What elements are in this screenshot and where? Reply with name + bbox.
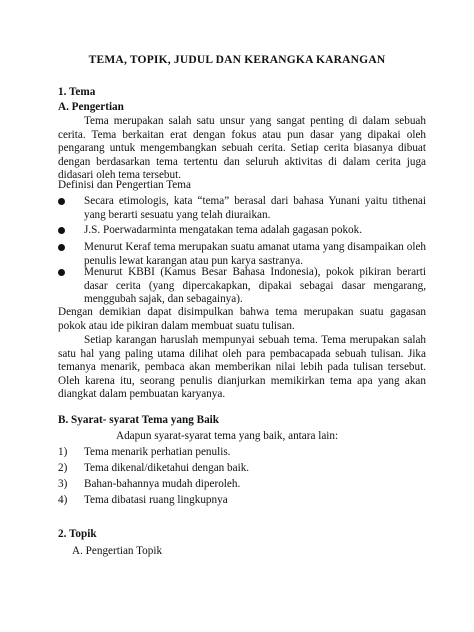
paragraph-tema-definition: Tema merupakan salah satu unsur yang sangat penting di dalam sebuah cerita. Tema berkaitan erat dengan fokus atau pun dasar yang dipakai oleh pengarang untuk mengembangkan sebuah cerita. Setiap cerita biasanya dibuat dengan berdasarkan tema tertentu dan seluruh aktivitas di dalam cerita juga didasari oleh tema tersebut. bbox=[58, 115, 426, 182]
bullet-icon bbox=[58, 198, 65, 205]
syarat-intro: Adapun syarat-syarat tema yang baik, antara lain: bbox=[116, 430, 339, 442]
list-item bbox=[58, 462, 249, 476]
bullet-icon bbox=[58, 269, 65, 276]
bullet-text: Secara etimologis, kata “tema” berasal dari bahasa Yunani yaitu tithenai yang berarti sesuatu yang telah diuraikan. bbox=[84, 195, 426, 221]
bullet-item bbox=[58, 241, 426, 268]
list-item bbox=[58, 478, 240, 492]
bullet-icon bbox=[58, 244, 65, 251]
list-number: 4) bbox=[58, 494, 68, 506]
bullet-text: J.S. Poerwadarminta mengatakan tema adalah gagasan pokok. bbox=[84, 224, 363, 236]
bullet-item bbox=[58, 195, 426, 222]
list-text: Tema dikenal/diketahui dengan baik. bbox=[84, 462, 250, 474]
list-item bbox=[58, 494, 228, 508]
list-number: 2) bbox=[58, 462, 68, 474]
list-text: Tema dibatasi ruang lingkupnya bbox=[84, 494, 228, 506]
section-heading-tema: 1. Tema bbox=[58, 86, 96, 98]
list-text: Tema menarik perhatian penulis. bbox=[84, 446, 231, 458]
definition-heading: Definisi dan Pengertian Tema bbox=[58, 179, 191, 191]
bullet-icon bbox=[58, 227, 65, 234]
subheading-pengertian-topik: A. Pengertian Topik bbox=[72, 545, 163, 557]
bullet-item bbox=[58, 224, 426, 238]
section-heading-topik: 2. Topik bbox=[58, 528, 97, 540]
list-number: 3) bbox=[58, 478, 68, 490]
document-title: TEMA, TOPIK, JUDUL DAN KERANGKA KARANGAN bbox=[88, 54, 386, 66]
subheading-syarat: B. Syarat- syarat Tema yang Baik bbox=[58, 414, 219, 426]
list-item bbox=[58, 446, 230, 460]
subheading-pengertian: A. Pengertian bbox=[58, 101, 124, 113]
bullet-item bbox=[58, 266, 426, 307]
paragraph-karangan: Setiap karangan haruslah mempunyai sebuah tema. Tema merupakan salah satu hal yang paling utama dilihat oleh para pembacapada sebuah tulisan. Jika temanya menarik, pembaca akan memberikan nilai lebih pada tulisan tersebut. Oleh karena itu, seorang penulis dianjurkan memikirkan tema apa yang akan diangkat dalam pembuatan karyanya. bbox=[58, 334, 426, 401]
paragraph-conclusion: Dengan demikian dapat disimpulkan bahwa tema merupakan suatu gagasan pokok atau ide pikiran dalam membuat suatu tulisan. bbox=[58, 306, 426, 332]
bullet-text: Menurut KBBI (Kamus Besar Bahasa Indonesia), pokok pikiran berarti dasar cerita (yang dipercakapkan, dipakai sebagai dasar mengarang, menggubah sajak, dan sebagainya). bbox=[84, 266, 426, 306]
list-number: 1) bbox=[58, 446, 68, 458]
list-text: Bahan-bahannya mudah diperoleh. bbox=[84, 478, 241, 490]
bullet-text: Menurut Keraf tema merupakan suatu amanat utama yang disampaikan oleh penulis lewat karangan atau pun karya sastranya. bbox=[84, 241, 426, 267]
